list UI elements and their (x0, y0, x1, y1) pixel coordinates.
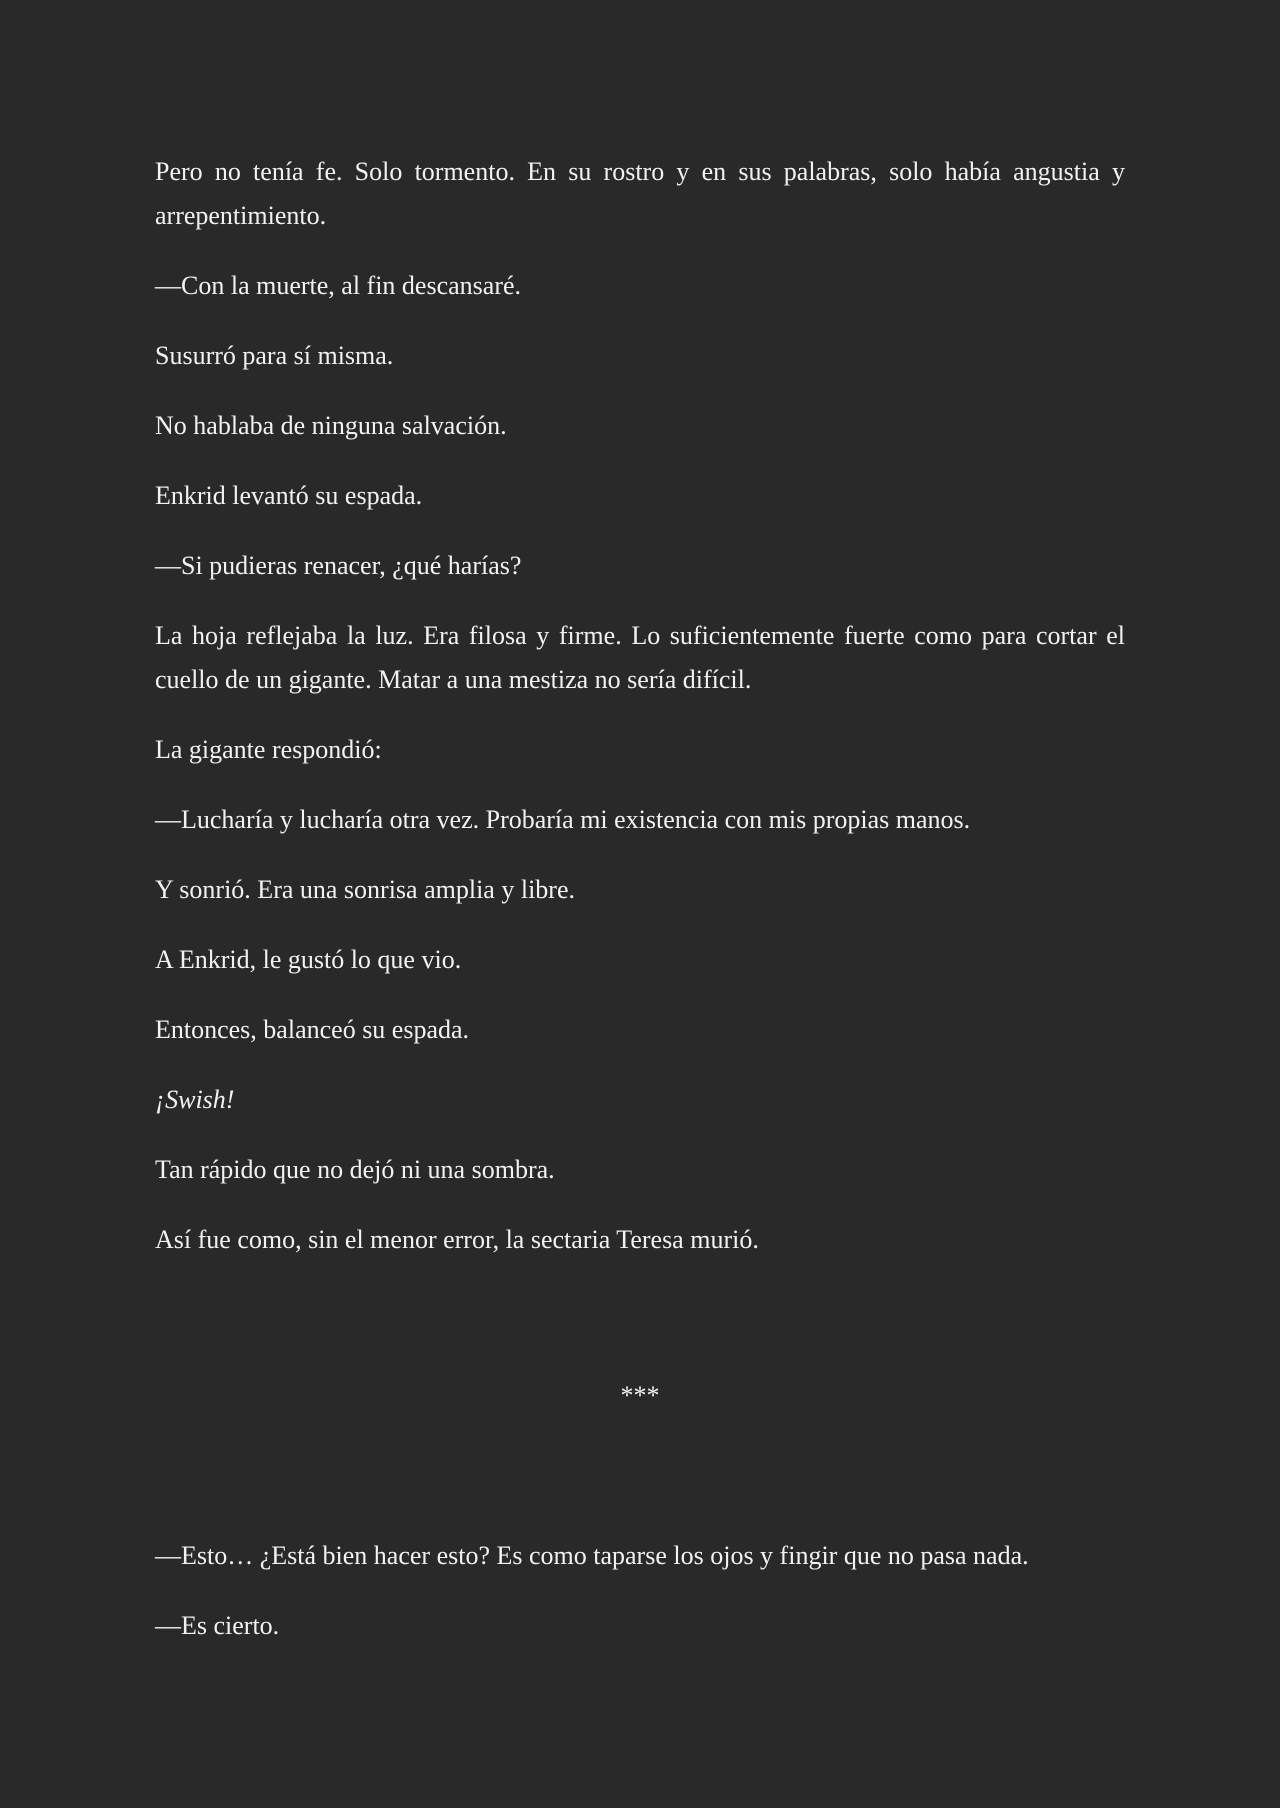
reader-page (155, 150, 1125, 1674)
paragraph: Enkrid levantó su espada. (155, 481, 423, 510)
paragraph: Pero no tenía fe. Solo tormento. En su rostro y en sus palabras, solo había angustia y arrepentimiento. (155, 157, 1125, 230)
paragraph: Susurró para sí misma. (155, 341, 394, 370)
scene-break: *** (620, 1381, 660, 1410)
paragraph: La gigante respondió: (155, 735, 382, 764)
paragraph: —Lucharía y lucharía otra vez. Probaría mi existencia con mis propias manos. (155, 805, 971, 834)
paragraph: —Si pudieras renacer, ¿qué harías? (155, 551, 522, 580)
section-after-break (155, 1534, 1125, 1648)
paragraph: Así fue como, sin el menor error, la sectaria Teresa murió. (155, 1225, 759, 1254)
paragraph: —Esto… ¿Está bien hacer esto? Es como taparse los ojos y fingir que no pasa nada. (155, 1541, 1029, 1570)
paragraph: —Es cierto. (155, 1611, 280, 1640)
paragraph: —Con la muerte, al fin descansaré. (155, 271, 522, 300)
paragraph: Y sonrió. Era una sonrisa amplia y libre. (155, 875, 575, 904)
section-before-break (155, 150, 1125, 1262)
paragraph: ¡Swish! (155, 1085, 235, 1114)
paragraph: No hablaba de ninguna salvación. (155, 411, 507, 440)
paragraph: La hoja reflejaba la luz. Era filosa y firme. Lo suficientemente fuerte como para cortar el cuello de un gigante. Matar a una mestiza no sería difícil. (155, 621, 1125, 694)
paragraph: Tan rápido que no dejó ni una sombra. (155, 1155, 555, 1184)
paragraph: Entonces, balanceó su espada. (155, 1015, 470, 1044)
paragraph: A Enkrid, le gustó lo que vio. (155, 945, 462, 974)
